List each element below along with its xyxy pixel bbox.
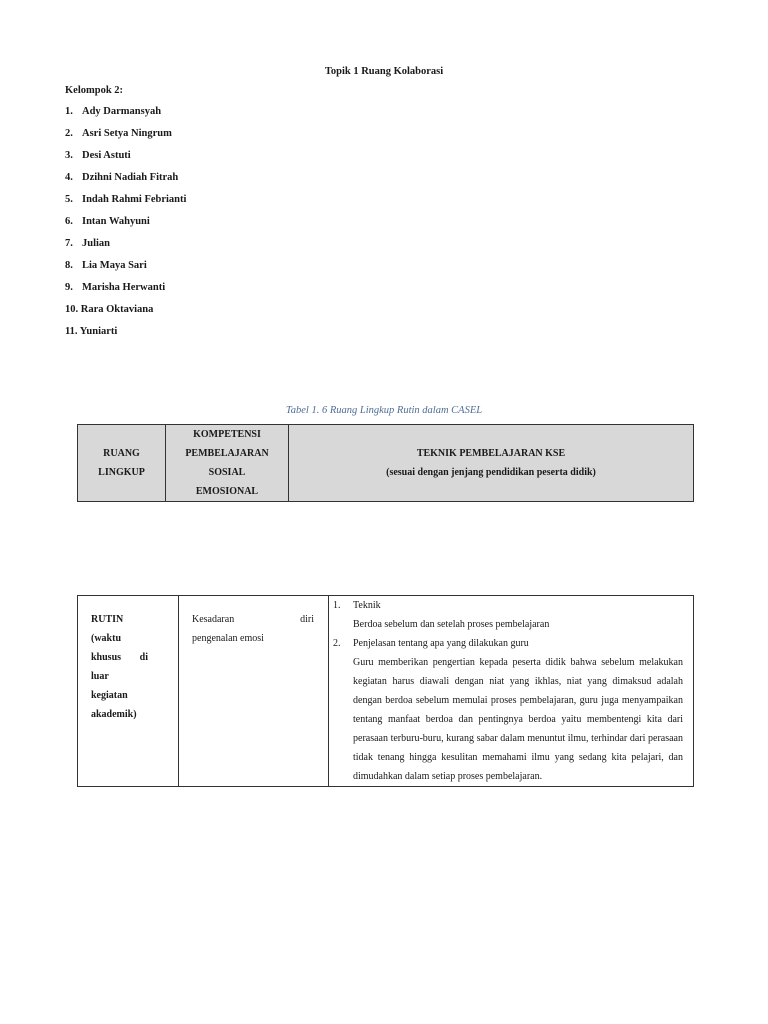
table-body — [77, 595, 694, 787]
member-number: 2. — [65, 128, 73, 139]
list-item — [65, 304, 186, 326]
member-number: 4. — [65, 172, 73, 183]
member-number: 11. — [65, 326, 78, 337]
member-number: 1. — [65, 106, 73, 117]
member-name: Ady Darmansyah — [82, 106, 162, 117]
header-kompetensi: KOMPETENSI PEMBELAJARAN SOSIAL EMOSIONAL — [166, 425, 289, 502]
member-number: 3. — [65, 150, 73, 161]
document-title: Topik 1 Ruang Kolaborasi — [324, 66, 444, 77]
list-item — [65, 128, 186, 150]
member-name: Asri Setya Ningrum — [82, 128, 172, 139]
cell-teknik — [329, 596, 694, 787]
member-number: 7. — [65, 238, 73, 249]
list-item — [65, 106, 186, 128]
member-name: Dzihni Nadiah Fitrah — [82, 172, 179, 183]
group-label: Kelompok 2: — [65, 85, 124, 96]
technique-item-1: 1. Teknik — [333, 600, 381, 611]
technique-item-1-text: Berdoa sebelum dan setelah proses pembelajaran — [353, 619, 550, 630]
list-item — [65, 260, 186, 282]
member-number: 9. — [65, 282, 73, 293]
member-number: 6. — [65, 216, 73, 227]
list-item — [65, 172, 186, 194]
member-number: 8. — [65, 260, 73, 271]
list-item — [65, 150, 186, 172]
list-item — [65, 326, 186, 348]
member-name: Intan Wahyuni — [82, 216, 150, 227]
member-name: Julian — [82, 238, 111, 249]
list-item — [65, 194, 186, 216]
technique-item-2-text: Guru memberikan pengertian kepada peserta didik bahwa sebelum melakukan kegiatan harus diawali dengan niat yang ikhlas, niat yang dimaksud adalah dengan berdoa sebelum memulai proses pembelajaran, guru juga menyampaikan tentang manfaat berdoa dan pentingnya berdoa yaitu membentengi kita dari perasaan terburu-buru, kurang sabar dalam menuntut ilmu, terhindar dari perasaan tidak tenang hingga kesulitan memahami ilmu yang sedang kita pelajari, dan dimudahkan dalam setiap proses pembelajaran. — [353, 657, 683, 782]
cell-ruang-lingkup: RUTIN (waktu khusus di luar kegiatan akademik) — [78, 596, 179, 787]
technique-item-2: 2. Penjelasan tentang apa yang dilakukan guru — [333, 638, 529, 649]
member-list — [65, 106, 186, 348]
table-row — [78, 425, 694, 502]
member-number: 5. — [65, 194, 73, 205]
member-name: Lia Maya Sari — [82, 260, 147, 271]
table-row — [78, 596, 694, 787]
list-item — [65, 282, 186, 304]
list-item — [65, 238, 186, 260]
member-number: 10. — [65, 304, 79, 315]
list-item — [65, 216, 186, 238]
table-header — [77, 424, 694, 502]
member-name: Marisha Herwanti — [82, 282, 166, 293]
member-name: Indah Rahmi Febrianti — [82, 194, 187, 205]
table-caption: Tabel 1. 6 Ruang Lingkup Rutin dalam CASEL — [285, 405, 483, 416]
member-name: Desi Astuti — [82, 150, 131, 161]
header-ruang-lingkup: RUANG LINGKUP — [78, 425, 166, 502]
header-teknik: TEKNIK PEMBELAJARAN KSE (sesuai dengan jenjang pendidikan peserta didik) — [289, 425, 694, 502]
cell-kompetensi: Kesadaran diri pengenalan emosi — [179, 596, 329, 787]
member-name: Yuniarti — [79, 326, 118, 337]
member-name: Rara Oktaviana — [80, 304, 154, 315]
